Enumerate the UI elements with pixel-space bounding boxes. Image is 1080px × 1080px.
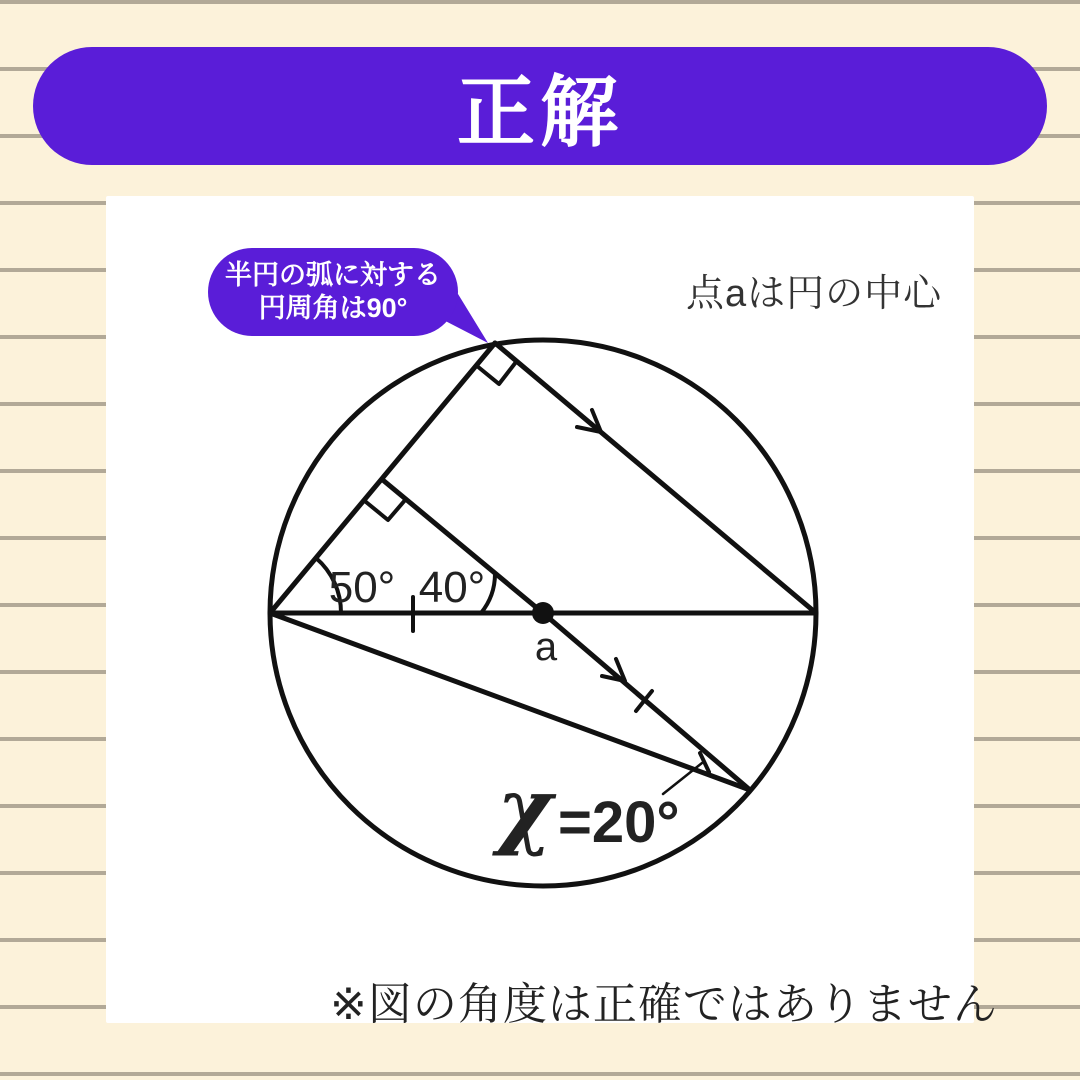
- center-point: [532, 602, 554, 624]
- center-note: 点aは円の中心: [686, 273, 943, 315]
- angle-40-label: 40°: [418, 563, 486, 612]
- speech-bubble-line1: 半円の弧に対する: [225, 260, 441, 290]
- speech-bubble-line2: 円周角は90°: [258, 293, 408, 323]
- right-angle-mark-apex: [477, 362, 516, 384]
- right-angle-mark-foot: [366, 499, 406, 520]
- x-value-label: =20°: [558, 790, 680, 855]
- accuracy-footnote: ※図の角度は正確ではありません: [330, 980, 998, 1029]
- x-symbol-label: χ: [497, 759, 553, 858]
- page-title: 正解: [456, 68, 623, 156]
- angle-50-label: 50°: [328, 563, 396, 612]
- radius-center-bottom: [543, 613, 750, 790]
- speech-bubble: [208, 248, 458, 336]
- center-point-label: a: [534, 625, 558, 669]
- chord-apex-right: [495, 343, 816, 613]
